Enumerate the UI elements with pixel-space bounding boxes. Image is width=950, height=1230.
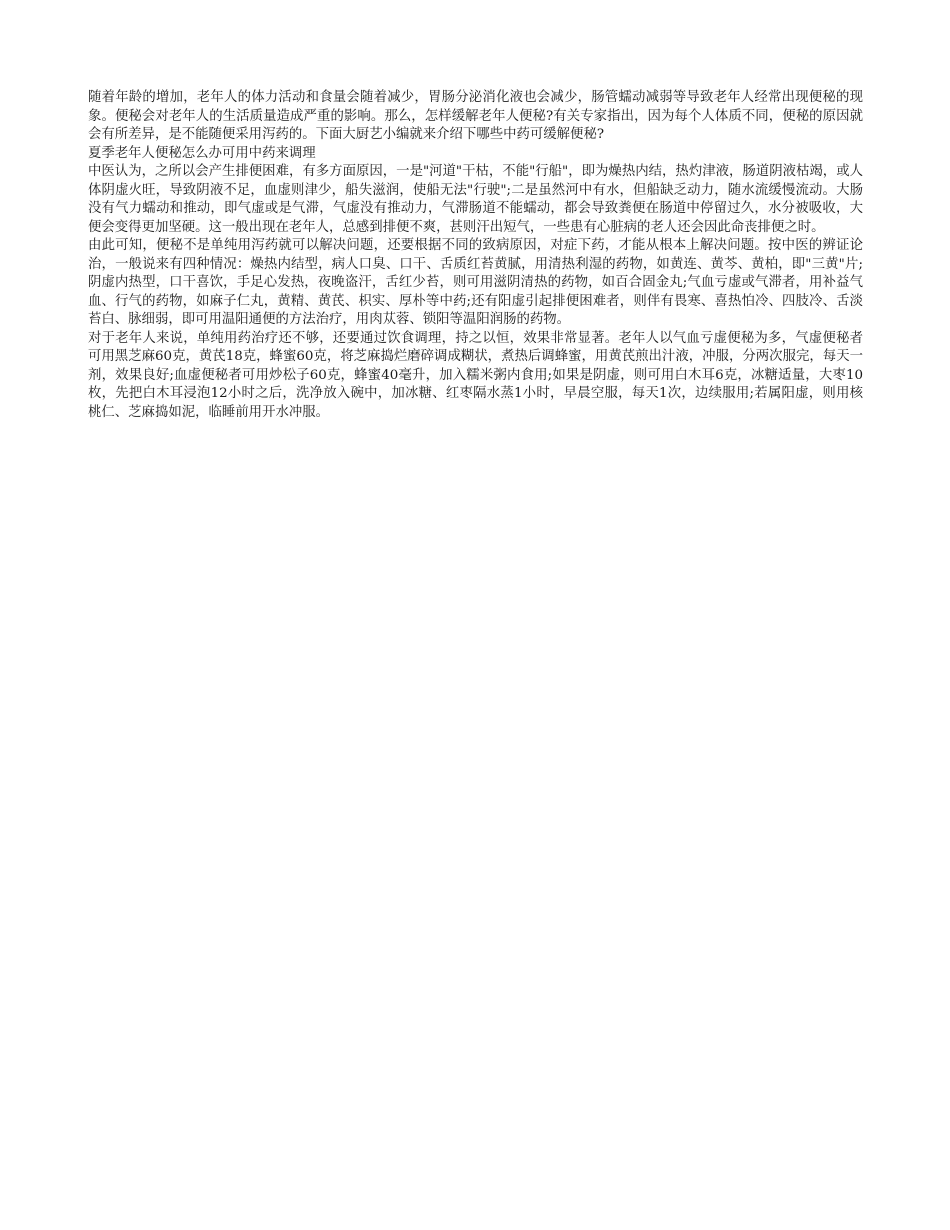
- intro-paragraph: 随着年龄的增加，老年人的体力活动和食量会随着减少，胃肠分泌消化液也会减少，肠管蠕动减弱等导致老年人经常出现便秘的现象。便秘会对老年人的生活质量造成严重的影响。那么，怎样缓解老年人便秘?有关专家指出，因为每个人体质不同，便秘的原因就会有所差异，是不能随便采用泻药的。下面大厨艺小编就来介绍下哪些中药可缓解便秘?: [88, 90, 863, 142]
- document-body: [88, 89, 863, 422]
- diet-therapy-paragraph: 对于老年人来说，单纯用药治疗还不够，还要通过饮食调理，持之以恒，效果非常显著。老年人以气血亏虚便秘为多，气虚便秘者可用黑芝麻60克，黄芪18克，蜂蜜60克，将芝麻捣烂磨碎调成糊状，煮热后调蜂蜜，用黄芪煎出汁液，冲服，分两次服完，每天一剂，效果良好;血虚便秘者可用炒松子60克，蜂蜜40毫升，加入糯米粥内食用;如果是阴虚，则可用白木耳6克，冰糖适量，大枣10枚，先把白木耳浸泡12小时之后，洗净放入碗中，加冰糖、红枣隔水蒸1小时，早晨空服，每天1次，边续服用;若属阳虚，则用核桃仁、芝麻捣如泥，临睡前用开水冲服。: [88, 330, 863, 420]
- section-heading: 夏季老年人便秘怎么办可用中药来调理: [88, 145, 316, 161]
- treatment-types-paragraph: 由此可知，便秘不是单纯用泻药就可以解决问题，还要根据不同的致病原因，对症下药，才能从根本上解决问题。按中医的辨证论治，一般说来有四种情况：燥热内结型，病人口臭、口干、舌质红苔黄腻，用清热利湿的药物，如黄连、黄芩、黄柏，即"三黄"片;阴虚内热型，口干喜饮，手足心发热，夜晚盗汗，舌红少苔，则可用滋阴清热的药物，如百合固金丸;气血亏虚或气滞者，用补益气血、行气的药物，如麻子仁丸，黄精、黄芪、枳实、厚朴等中药;还有阳虚引起排便困难者，则伴有畏寒、喜热怕冷、四肢冷、舌淡苔白、脉细弱，即可用温阳通便的方法治疗，用肉苁蓉、锁阳等温阳润肠的药物。: [88, 238, 863, 327]
- tcm-causes-paragraph: 中医认为，之所以会产生排便困难，有多方面原因，一是"河道"干枯，不能"行船"，即为燥热内结，热灼津液，肠道阴液枯竭，或人体阴虚火旺，导致阴液不足，血虚则津少，船失滋润，使船无法"行驶";二是虽然河中有水，但船缺乏动力，随水流缓慢流动。大肠没有气力蠕动和推动，即气虚或是气滞，气虚没有推动力，气滞肠道不能蠕动，都会导致粪便在肠道中停留过久，水分被吸收，大便会变得更加坚硬。这一般出现在老年人，总感到排便不爽，甚则汗出短气，一些患有心脏病的老人还会因此命丧排便之时。: [88, 164, 863, 235]
